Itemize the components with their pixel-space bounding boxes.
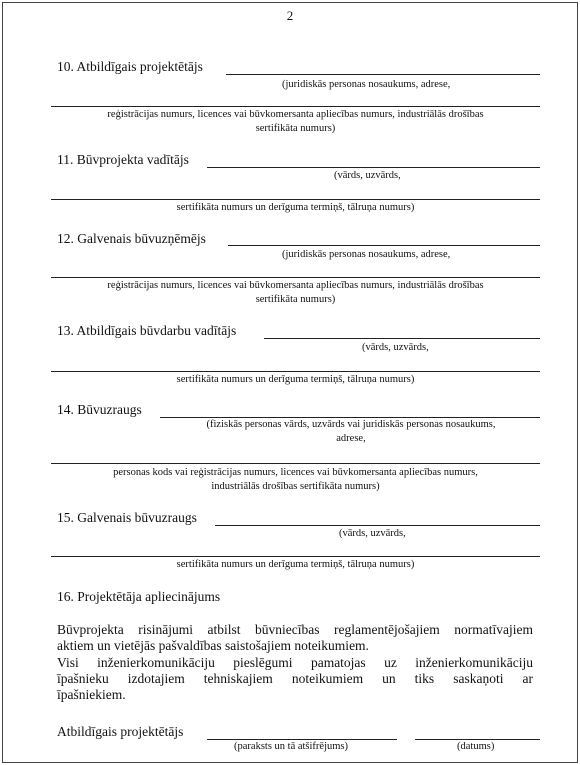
- section-16-paragraph-1: Būvprojekta risinājumi atbilst būvniecības reglamentējošajiem normatīvajiem aktiem un vietējās pašvaldības saistošajiem noteikumiem.: [57, 622, 533, 653]
- section-16-paragraph-2: Visi inženierkomunikāciju pieslēgumi pamatojas uz inženierkomunikāciju īpašnieku izdotajiem tehniskajiem noteikumiem un tiks saskaņoti ar īpašniekiem.: [57, 655, 533, 702]
- field-12-hint: (juridiskās personas nosaukums, adrese,: [282, 249, 451, 260]
- signature-line[interactable]: [207, 739, 397, 740]
- field-15-line-2[interactable]: [51, 556, 540, 557]
- field-11-line-2[interactable]: [51, 199, 540, 200]
- field-15-hint: (vārds, uzvārds,: [339, 528, 406, 539]
- field-10-line-2[interactable]: [51, 106, 540, 107]
- page-number: 2: [286, 8, 294, 23]
- field-10-label: 10. Atbildīgais projektētājs: [57, 59, 203, 74]
- field-13-label: 13. Atbildīgais būvdarbu vadītājs: [57, 323, 237, 338]
- field-15-line[interactable]: [215, 525, 540, 526]
- field-13-line[interactable]: [264, 338, 540, 339]
- field-10-line[interactable]: [226, 74, 540, 75]
- field-12-label: 12. Galvenais būvuzņēmējs: [57, 231, 206, 246]
- field-12-line-2[interactable]: [51, 277, 540, 278]
- field-12-line[interactable]: [228, 245, 540, 246]
- date-hint: (datums): [457, 741, 495, 752]
- field-12-hint-2: reģistrācijas numurs, licences vai būvkomersanta apliecības numurs, industriālās drošības sertifikāta numurs): [107, 280, 484, 305]
- field-14-label: 14. Būvuzraugs: [57, 402, 142, 417]
- signature-hint: (paraksts un tā atšifrējums): [234, 741, 349, 752]
- field-13-line-2[interactable]: [51, 371, 540, 372]
- field-13-hint-2: sertifikāta numurs un derīguma termiņš, tālruņa numurs): [176, 374, 415, 385]
- field-10-hint-2: reģistrācijas numurs, licences vai būvkomersanta apliecības numurs, industriālās drošības sertifikāta numurs): [107, 109, 484, 134]
- field-14-line-2[interactable]: [51, 463, 540, 464]
- date-line[interactable]: [415, 739, 540, 740]
- field-11-hint: (vārds, uzvārds,: [334, 170, 401, 181]
- field-11-line[interactable]: [207, 167, 540, 168]
- field-15-hint-2: sertifikāta numurs un derīguma termiņš, tālruņa numurs): [176, 559, 415, 570]
- field-13-hint: (vārds, uzvārds,: [362, 342, 429, 353]
- field-11-hint-2: sertifikāta numurs un derīguma termiņš, tālruņa numurs): [176, 202, 415, 213]
- signature-label: Atbildīgais projektētājs: [57, 724, 184, 739]
- field-15-label: 15. Galvenais būvuzraugs: [57, 510, 197, 525]
- section-16-title: 16. Projektētāja apliecinājums: [57, 589, 221, 604]
- field-10-hint: (juridiskās personas nosaukums, adrese,: [282, 79, 451, 90]
- field-14-hint-2: personas kods vai reģistrācijas numurs, licences vai būvkomersanta apliecības numurs, industriālās drošības sertifikāta numurs): [113, 467, 478, 492]
- field-14-hint: (fiziskās personas vārds, uzvārds vai juridiskās personas nosaukums, adrese,: [206, 419, 496, 444]
- field-11-label: 11. Būvprojekta vadītājs: [57, 152, 189, 167]
